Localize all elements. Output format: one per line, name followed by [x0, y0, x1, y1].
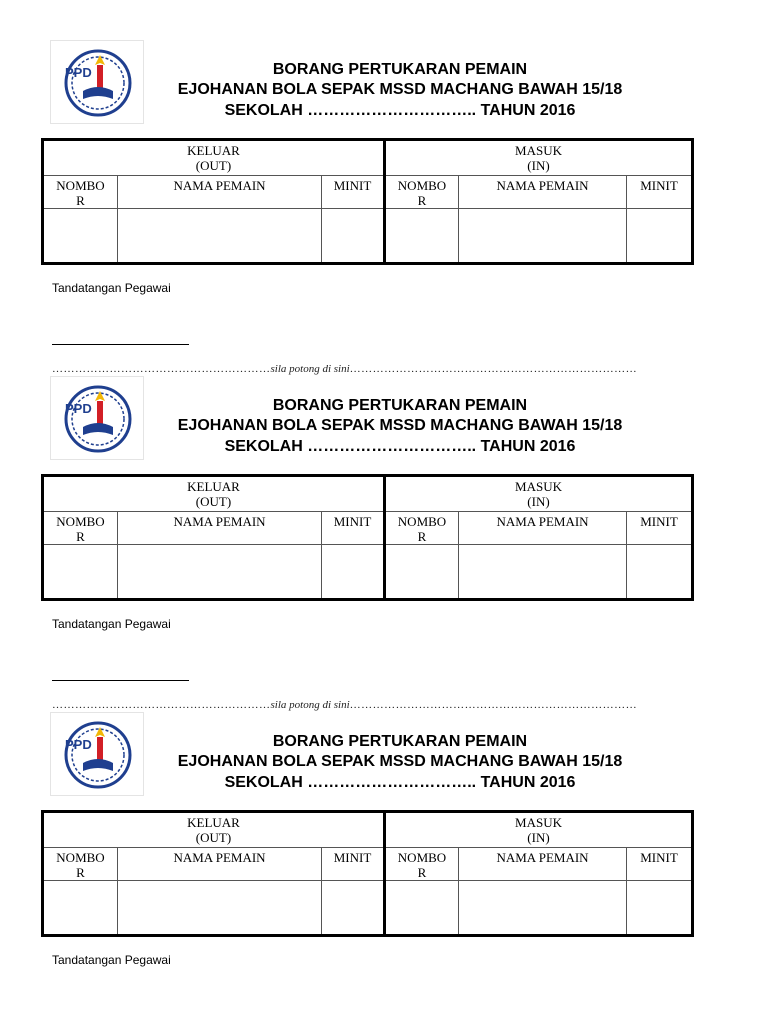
- out-minute-header: MINIT: [322, 848, 385, 881]
- in-name-header: NAMA PEMAIN: [459, 176, 627, 209]
- substitution-table: [41, 474, 694, 601]
- out-name-cell[interactable]: [118, 881, 322, 936]
- out-name-header: NAMA PEMAIN: [118, 512, 322, 545]
- in-header: [385, 140, 693, 176]
- out-label: KELUAR: [187, 143, 240, 158]
- school-year-line: SEKOLAH ………………………….. TAHUN 2016: [224, 774, 576, 791]
- out-name-cell[interactable]: [118, 545, 322, 600]
- form-title: BORANG PERTUKARAN PEMAIN: [272, 733, 528, 750]
- out-name-header: NAMA PEMAIN: [118, 848, 322, 881]
- in-name-header: NAMA PEMAIN: [459, 512, 627, 545]
- in-sub-label: (IN): [527, 830, 550, 845]
- in-name-cell[interactable]: [459, 545, 627, 600]
- ppd-logo: [50, 376, 144, 460]
- substitution-table: [41, 810, 694, 937]
- substitution-form-1: [0, 40, 768, 376]
- signature-label: Tandatangan Pegawai: [52, 953, 171, 967]
- out-minute-header: MINIT: [322, 512, 385, 545]
- out-sub-label: (OUT): [195, 830, 232, 845]
- school-year-line: SEKOLAH ………………………….. TAHUN 2016: [224, 438, 576, 455]
- in-name-cell[interactable]: [459, 881, 627, 936]
- in-minute-header: MINIT: [627, 512, 693, 545]
- school-year-line: SEKOLAH ………………………….. TAHUN 2016: [224, 102, 576, 119]
- signature-label: Tandatangan Pegawai: [52, 281, 171, 295]
- tournament-title: EJOHANAN BOLA SEPAK MSSD MACHANG BAWAH 15/18: [177, 81, 623, 98]
- tournament-title: EJOHANAN BOLA SEPAK MSSD MACHANG BAWAH 15/18: [177, 753, 623, 770]
- out-name-cell[interactable]: [118, 209, 322, 264]
- cut-text: sila potong di sini: [270, 363, 350, 375]
- cut-text: sila potong di sini: [270, 699, 350, 711]
- out-label: KELUAR: [187, 479, 240, 494]
- out-name-header: NAMA PEMAIN: [118, 176, 322, 209]
- in-minute-cell[interactable]: [627, 545, 693, 600]
- out-minute-cell[interactable]: [322, 881, 385, 936]
- out-header: [43, 812, 385, 848]
- out-number-header: NOMBO R: [43, 176, 118, 209]
- in-name-header: NAMA PEMAIN: [459, 848, 627, 881]
- in-minute-header: MINIT: [627, 848, 693, 881]
- out-number-header: NOMBO R: [43, 512, 118, 545]
- in-header: [385, 812, 693, 848]
- out-number-cell[interactable]: [43, 881, 118, 936]
- ppd-logo: [50, 40, 144, 124]
- in-number-cell[interactable]: [385, 209, 459, 264]
- in-number-header: NOMBO R: [385, 176, 459, 209]
- signature-line[interactable]: [52, 344, 189, 345]
- out-sub-label: (OUT): [195, 494, 232, 509]
- out-number-cell[interactable]: [43, 545, 118, 600]
- out-minute-header: MINIT: [322, 176, 385, 209]
- tournament-title: EJOHANAN BOLA SEPAK MSSD MACHANG BAWAH 15/18: [177, 417, 623, 434]
- cut-line: …………………………………………………sila potong di sini…………………………………………………………………: [52, 699, 638, 711]
- substitution-table: [41, 138, 694, 265]
- in-number-header: NOMBO R: [385, 512, 459, 545]
- in-header: [385, 476, 693, 512]
- out-sub-label: (OUT): [195, 158, 232, 173]
- in-number-cell[interactable]: [385, 881, 459, 936]
- out-number-cell[interactable]: [43, 209, 118, 264]
- form-title: BORANG PERTUKARAN PEMAIN: [272, 61, 528, 78]
- signature-label: Tandatangan Pegawai: [52, 617, 171, 631]
- in-sub-label: (IN): [527, 158, 550, 173]
- in-minute-cell[interactable]: [627, 881, 693, 936]
- form-title: BORANG PERTUKARAN PEMAIN: [272, 397, 528, 414]
- in-sub-label: (IN): [527, 494, 550, 509]
- out-label: KELUAR: [187, 815, 240, 830]
- signature-line[interactable]: [52, 680, 189, 681]
- in-minute-cell[interactable]: [627, 209, 693, 264]
- substitution-form-3: [0, 712, 768, 1024]
- substitution-form-2: [0, 376, 768, 712]
- out-minute-cell[interactable]: [322, 545, 385, 600]
- out-header: [43, 140, 385, 176]
- logo-text: PPD: [65, 401, 92, 416]
- in-name-cell[interactable]: [459, 209, 627, 264]
- in-minute-header: MINIT: [627, 176, 693, 209]
- out-header: [43, 476, 385, 512]
- in-number-cell[interactable]: [385, 545, 459, 600]
- out-number-header: NOMBO R: [43, 848, 118, 881]
- in-label: MASUK: [515, 815, 562, 830]
- out-minute-cell[interactable]: [322, 209, 385, 264]
- in-label: MASUK: [515, 143, 562, 158]
- ppd-logo: [50, 712, 144, 796]
- cut-line: …………………………………………………sila potong di sini…………………………………………………………………: [52, 363, 638, 375]
- logo-text: PPD: [65, 65, 92, 80]
- in-number-header: NOMBO R: [385, 848, 459, 881]
- in-label: MASUK: [515, 479, 562, 494]
- logo-text: PPD: [65, 737, 92, 752]
